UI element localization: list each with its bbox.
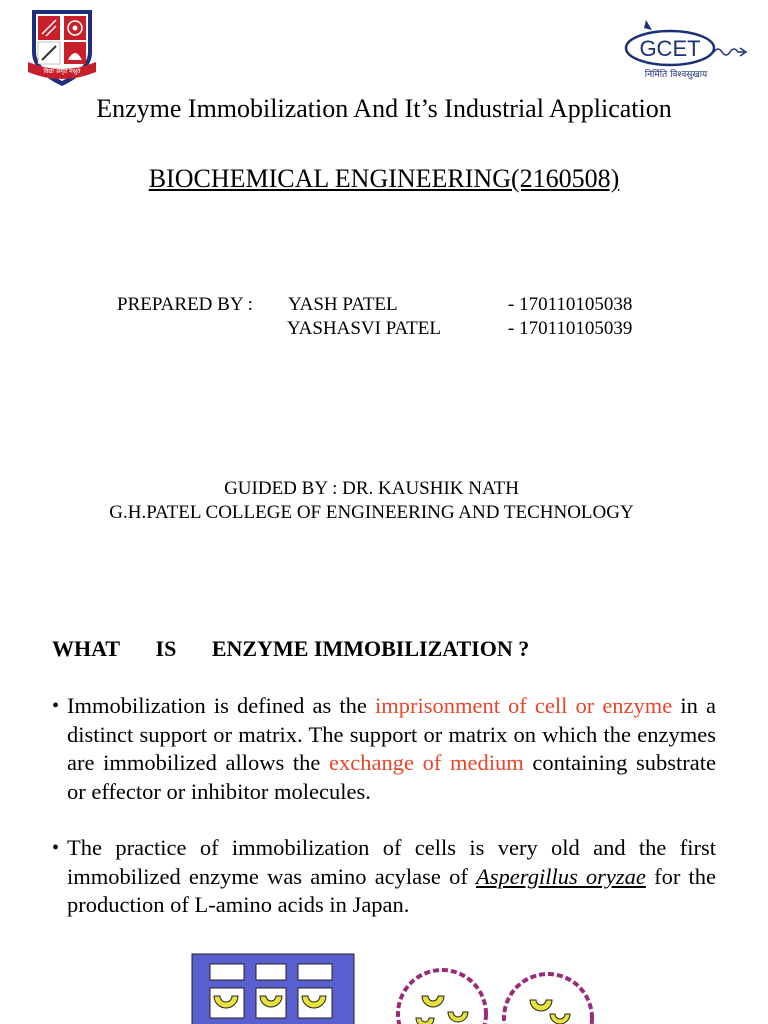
- guided-by: GUIDED BY : DR. KAUSHIK NATH: [224, 478, 519, 499]
- author-name-2: YASHASVI PATEL: [287, 318, 441, 339]
- highlight-text: exchange of medium: [329, 750, 524, 775]
- bullet-definition: [52, 692, 716, 806]
- svg-text:विद्या अमृत मश्नुते: विद्या अमृत मश्नुते: [43, 68, 81, 75]
- college-name: G.H.PATEL COLLEGE OF ENGINEERING AND TECHNOLOGY: [109, 502, 634, 523]
- heading-word: WHAT: [52, 636, 121, 661]
- heading-word: ENZYME IMMOBILIZATION ?: [211, 636, 530, 661]
- author-name-1: YASH PATEL: [288, 294, 398, 315]
- course-subtitle: BIOCHEMICAL ENGINEERING(2160508): [148, 164, 620, 193]
- highlight-text: imprisonment of cell or enzyme: [374, 693, 673, 718]
- species-name: Aspergillus oryzae: [476, 863, 646, 889]
- heading-word: IS: [155, 636, 177, 661]
- lattice-entrapment: [192, 954, 354, 1024]
- microencapsulation: [398, 970, 592, 1024]
- bullet-icon: •: [52, 695, 60, 717]
- bullet-text: The practice of immobilization of cells is very old and the first immobilized enzyme was amino acylase of Aspergillus oryzae for the production of L-amino acids in Japan.: [67, 835, 716, 917]
- immobilization-illustration: [190, 948, 610, 1024]
- section-heading: [52, 636, 529, 662]
- svg-text:GCET: GCET: [639, 36, 701, 61]
- document-title: Enzyme Immobilization And It’s Industrial Application: [96, 94, 672, 123]
- gcet-logo: [622, 14, 748, 82]
- author-id-1: - 170110105038: [508, 294, 633, 315]
- svg-text:निर्मिति विश्वसुखाय: निर्मिति विश्वसुखाय: [644, 70, 708, 80]
- bullet-icon: •: [52, 837, 60, 859]
- bullet-text: Immobilization is defined as the imprisonment of cell or enzyme in a distinct support or matrix. The support or matrix on which the enzymes are immobilized allows the exchange of medium containing substrate or effector or inhibitor molecules.: [67, 693, 716, 804]
- author-id-2: - 170110105039: [508, 318, 633, 339]
- bullet-history: [52, 834, 716, 920]
- prepared-by-label: PREPARED BY :: [117, 294, 253, 315]
- university-emblem-logo: [26, 6, 98, 88]
